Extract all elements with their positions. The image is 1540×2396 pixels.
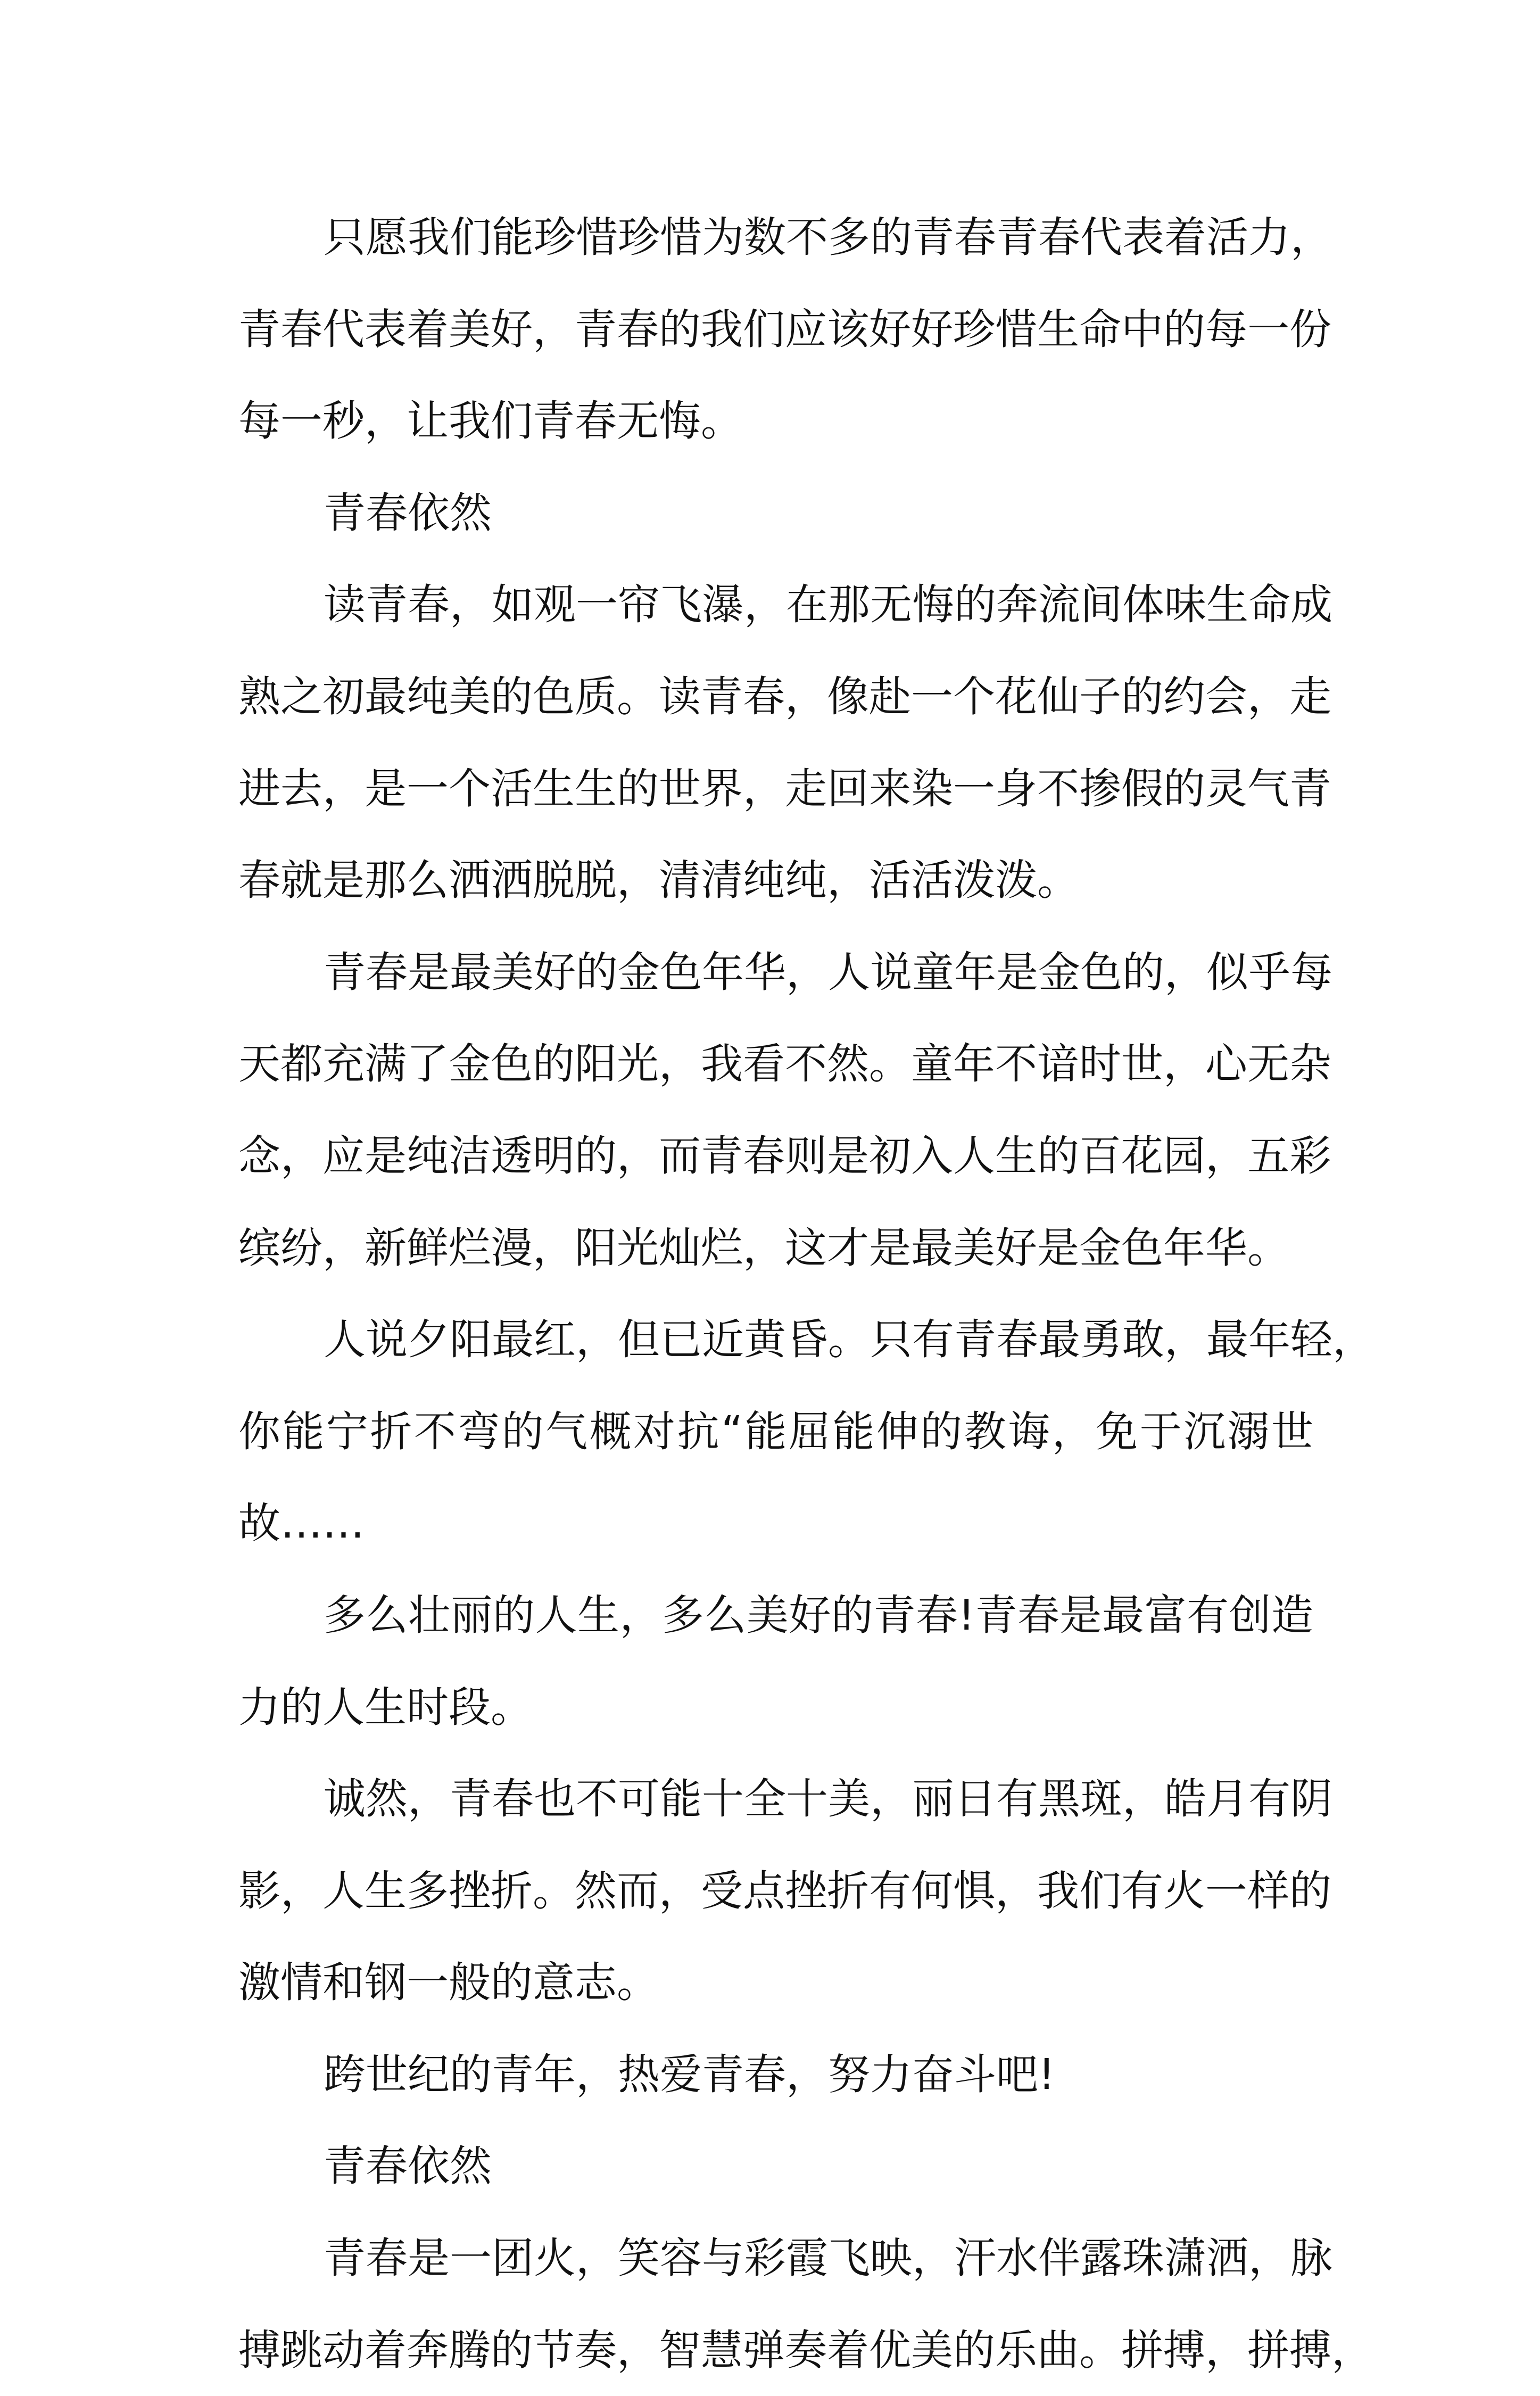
text-line: 进去，是一个活生生的世界，走回来染一身不掺假的灵气青	[238, 764, 1331, 813]
text-line: 青春依然	[324, 488, 492, 538]
text-line: 诚然，青春也不可能十全十美，丽日有黑斑，皓月有阴	[324, 1774, 1332, 1824]
text-line: 影，人生多挫折。然而，受点挫折有何惧，我们有火一样的	[238, 1866, 1331, 1915]
text-line: 青春是最美好的金色年华，人说童年是金色的，似乎每	[324, 947, 1332, 997]
text-line: 多么壮丽的人生，多么美好的青春!青春是最富有创造	[324, 1590, 1313, 1640]
text-line: 春就是那么洒洒脱脱，清清纯纯，活活泼泼。	[238, 856, 1079, 905]
text-line: 念，应是纯洁透明的，而青春则是初入人生的百花园，五彩	[238, 1131, 1331, 1180]
text-line: 青春是一团火，笑容与彩霞飞映，汗水伴露珠潇洒，脉	[324, 2234, 1332, 2283]
text-line: 故……	[238, 1499, 365, 1548]
text-line: 搏跳动着奔腾的节奏，智慧弹奏着优美的乐曲。拼搏，拼搏，	[238, 2325, 1373, 2375]
text-line: 缤纷，新鲜烂漫，阳光灿烂，这才是最美好是金色年华。	[238, 1223, 1289, 1273]
text-line: 只愿我们能珍惜珍惜为数不多的青春青春代表着活力，	[324, 213, 1332, 262]
text-line: 熟之初最纯美的色质。读青春，像赴一个花仙子的约会，走	[238, 672, 1331, 721]
text-line: 激情和钢一般的意志。	[238, 1958, 659, 2007]
text-line: 青春代表着美好，青春的我们应该好好珍惜生命中的每一份	[238, 304, 1331, 354]
text-line: 每一秒，让我们青春无悔。	[238, 396, 743, 446]
text-line: 力的人生时段。	[238, 1682, 533, 1732]
text-line: 青春依然	[324, 2142, 492, 2191]
text-line: 天都充满了金色的阳光，我看不然。童年不谙时世，心无杂	[238, 1039, 1331, 1089]
text-line: 你能宁折不弯的气概对抗“能屈能伸的教诲，免于沉溺世	[238, 1407, 1313, 1456]
document-body	[238, 192, 1375, 2396]
text-line: 读青春，如观一帘飞瀑，在那无悔的奔流间体味生命成	[324, 580, 1332, 630]
text-line: 跨世纪的青年，热爱青春，努力奋斗吧!	[324, 2050, 1055, 2099]
text-line: 人说夕阳最红，但已近黄昏。只有青春最勇敢，最年轻，	[324, 1315, 1375, 1365]
